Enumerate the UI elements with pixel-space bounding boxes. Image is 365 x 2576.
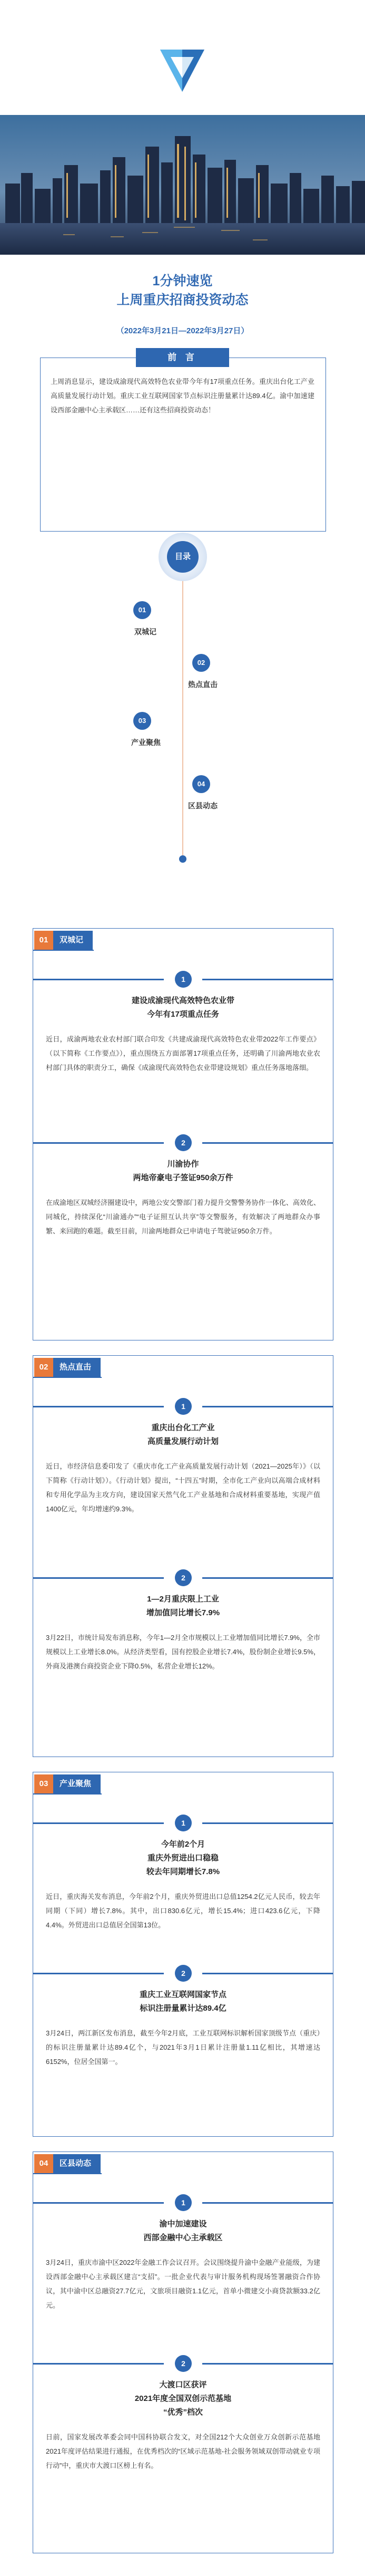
item-divider-left bbox=[33, 979, 164, 980]
toc-num-1[interactable]: 01 bbox=[133, 601, 151, 619]
item-title-line: 川渝协作 bbox=[167, 1160, 199, 1169]
item-title-line: 高质量发展行动计划 bbox=[147, 1437, 219, 1446]
v-triangle-logo-icon bbox=[156, 43, 209, 96]
item-number: 2 bbox=[175, 2355, 192, 2372]
section-header-rule bbox=[33, 2173, 102, 2174]
title-line-1: 1分钟速览 bbox=[152, 274, 213, 288]
item-divider-left bbox=[33, 1142, 164, 1144]
section-01 bbox=[33, 928, 333, 1340]
item-text: 3月22日，市统计局发布消息称，今年1—2月全市规模以上工业增加值同比增长7.9%，全市规模以上工业增长8.0%。从经济类型看，国有控股企业增长7.4%，股份制企业增长9.5%，外商及港澳台商投资企业下降0.5%，私营企业增长12%。 bbox=[46, 1634, 320, 1670]
item-title-line: 今年前2个月 bbox=[161, 1840, 205, 1849]
date-range: （2022年3月21日—2022年3月27日） bbox=[116, 326, 249, 335]
item-divider-right bbox=[202, 1822, 333, 1824]
item-divider-left bbox=[33, 2363, 164, 2365]
section-number: 02 bbox=[34, 1358, 53, 1377]
item-divider-left bbox=[33, 1822, 164, 1824]
item-title-line: 重庆出台化工产业 bbox=[151, 1423, 215, 1432]
item-divider-right bbox=[202, 1142, 333, 1144]
item-title-line: “优秀”档次 bbox=[163, 2408, 203, 2417]
item-title-line: 建设成渝现代高效特色农业带 bbox=[131, 996, 234, 1005]
section-header bbox=[33, 1356, 101, 1379]
item-divider-left bbox=[33, 2202, 164, 2204]
item-text: 日前，国家发展改革委会同中国科协联合发文，对全国212个大众创业万众创新示范基地2021年度评估结果进行通报，在优秀档次的“区域示范基地-社会服务领域双创带动就业专项行动”中，重庆市大渡口区榜上有名。 bbox=[46, 2433, 320, 2469]
item-text: 3月24日，重庆市渝中区2022年金融工作会议召开。会议围绕提升渝中金融产业能级，为建设西部金融中心主承载区建言“支招”。一批企业代表与审计服务机构现场签署融资合作协议，其中渝中区总融资27.7亿元，文旅项目融资1.1亿元，首单小微建交小商贷款额33.2亿元。 bbox=[46, 2259, 320, 2309]
item-divider-left bbox=[33, 1577, 164, 1579]
item-divider-left bbox=[33, 1406, 164, 1407]
section-header-rule bbox=[33, 950, 94, 951]
toc-num-3[interactable]: 03 bbox=[133, 712, 151, 730]
item-title-line: 两地帝豪电子签证950余万件 bbox=[133, 1173, 233, 1182]
item-number: 1 bbox=[175, 971, 192, 988]
section-header-rule bbox=[33, 1377, 102, 1378]
section-title: 区县动态 bbox=[53, 2154, 101, 2173]
section-number: 03 bbox=[34, 1774, 53, 1793]
section-title: 热点直击 bbox=[53, 1358, 101, 1377]
item-title-line: 较去年同期增长7.8% bbox=[146, 1867, 220, 1876]
toc-timeline bbox=[182, 581, 183, 858]
item-text: 3月24日，两江新区发布消息，截至今年2月底，工业互联网标识解析国家顶级节点（重庆）的标识注册量累计达89.4亿个，与2021年3月1日累计注册量1.11亿相比，其增速达6152%，位居全国第一。 bbox=[46, 2029, 320, 2066]
toc-label-3[interactable]: 产业聚焦 bbox=[131, 738, 161, 747]
section-title: 双城记 bbox=[53, 931, 93, 950]
item-text: 在成渝地区双城经济圈建设中，两地公安交警部门着力提升交警警务协作一体化、高效化、同城化，持续深化“川渝通办”“电子证照互认共享”等交警服务，有效解决了两地群众办事繁、来回跑的难题。截至目前，川渝两地群众已申请电子驾驶证950余万件。 bbox=[46, 1199, 320, 1235]
item-number: 1 bbox=[175, 1815, 192, 1831]
item-text: 近日，成渝两地农业农村部门联合印发《共建成渝现代高效特色农业带2022年工作要点》（以下简称《工作要点》），重点围绕五方面部署17项重点任务，还明确了川渝两地农业农村部门具体的职责分工，确保《成渝现代高效特色农业带建设规划》重点任务落地落细。 bbox=[46, 1035, 320, 1072]
item-title-line: 标识注册量累计达89.4亿 bbox=[140, 2004, 226, 2013]
section-title: 产业聚焦 bbox=[53, 1774, 101, 1793]
item-title-line: 渝中加速建设 bbox=[159, 2220, 207, 2228]
city-skyline-banner bbox=[0, 115, 365, 255]
item-title-line: 西部金融中心主承载区 bbox=[143, 2233, 223, 2242]
item-divider-right bbox=[202, 1577, 333, 1579]
item-divider-right bbox=[202, 1973, 333, 1974]
item-number: 2 bbox=[175, 1569, 192, 1586]
item-divider-left bbox=[33, 1973, 164, 1974]
preface-text: 上周消息显示，建设成渝现代高效特色农业带今年有17项重点任务。重庆出台化工产业高质量发展行动计划。重庆工业互联网国家节点标识注册量累计达89.4亿。渝中加速建设西部金融中心主承载区……还有这些招商投资动态！ bbox=[51, 378, 314, 414]
toc-num-2[interactable]: 02 bbox=[192, 654, 210, 672]
item-text: 近日，重庆海关发布消息，今年前2个月，重庆外贸进出口总值1254.2亿元人民币，较去年同期（下同）增长7.8%。其中，出口830.6亿元，增长15.4%；进口423.6亿元，下降4.4%。外贸进出口总值居全国第13位。 bbox=[46, 1893, 320, 1929]
preface-tab: 前 言 bbox=[136, 348, 229, 367]
item-title-line: 重庆工业互联网国家节点 bbox=[139, 1990, 226, 1999]
item-title-line: 增加值同比增长7.9% bbox=[146, 1608, 220, 1617]
section-04 bbox=[33, 2152, 333, 2553]
item-number: 2 bbox=[175, 1965, 192, 1982]
item-number: 1 bbox=[175, 1398, 192, 1415]
section-03 bbox=[33, 1772, 333, 2137]
toc-label-2[interactable]: 热点直击 bbox=[188, 680, 218, 689]
item-number: 1 bbox=[175, 2194, 192, 2211]
item-title-line: 1—2月重庆限上工业 bbox=[147, 1595, 219, 1604]
section-number: 04 bbox=[34, 2154, 53, 2173]
item-divider-right bbox=[202, 1406, 333, 1407]
item-title-line: 大渡口区获评 bbox=[159, 2380, 207, 2389]
section-02 bbox=[33, 1355, 333, 1757]
item-number: 2 bbox=[175, 1134, 192, 1151]
item-text: 近日，市经济信息委印发了《重庆市化工产业高质量发展行动计划（2021—2025年）》（以下简称《行动计划》）。《行动计划》提出，“十四五”时期，全市化工产业向以高端合成材料和专用化学品为主攻方向，建设国家天然气化工产业基地和合成材料重要基地，实现产值1400亿元，年均增速约9.3%。 bbox=[46, 1462, 320, 1513]
item-divider-right bbox=[202, 979, 333, 980]
item-title-line: 今年有17项重点任务 bbox=[147, 1010, 219, 1019]
item-title-line: 重庆外贸进出口稳稳 bbox=[147, 1854, 219, 1863]
item-divider-right bbox=[202, 2202, 333, 2204]
section-header bbox=[33, 2152, 101, 2175]
section-number: 01 bbox=[34, 931, 53, 950]
section-header bbox=[33, 929, 93, 952]
title-line-2: 上周重庆招商投资动态 bbox=[116, 293, 249, 307]
toc-label-4[interactable]: 区县动态 bbox=[188, 802, 218, 810]
section-header-rule bbox=[33, 1793, 102, 1794]
section-header bbox=[33, 1772, 101, 1796]
toc-label-1[interactable]: 双城记 bbox=[134, 628, 156, 636]
toc-num-4[interactable]: 04 bbox=[192, 775, 210, 793]
item-divider-right bbox=[202, 2363, 333, 2365]
toc-label: 目录 bbox=[167, 541, 199, 573]
toc-end-dot bbox=[179, 855, 186, 863]
item-title-line: 2021年度全国双创示范基地 bbox=[134, 2394, 232, 2403]
